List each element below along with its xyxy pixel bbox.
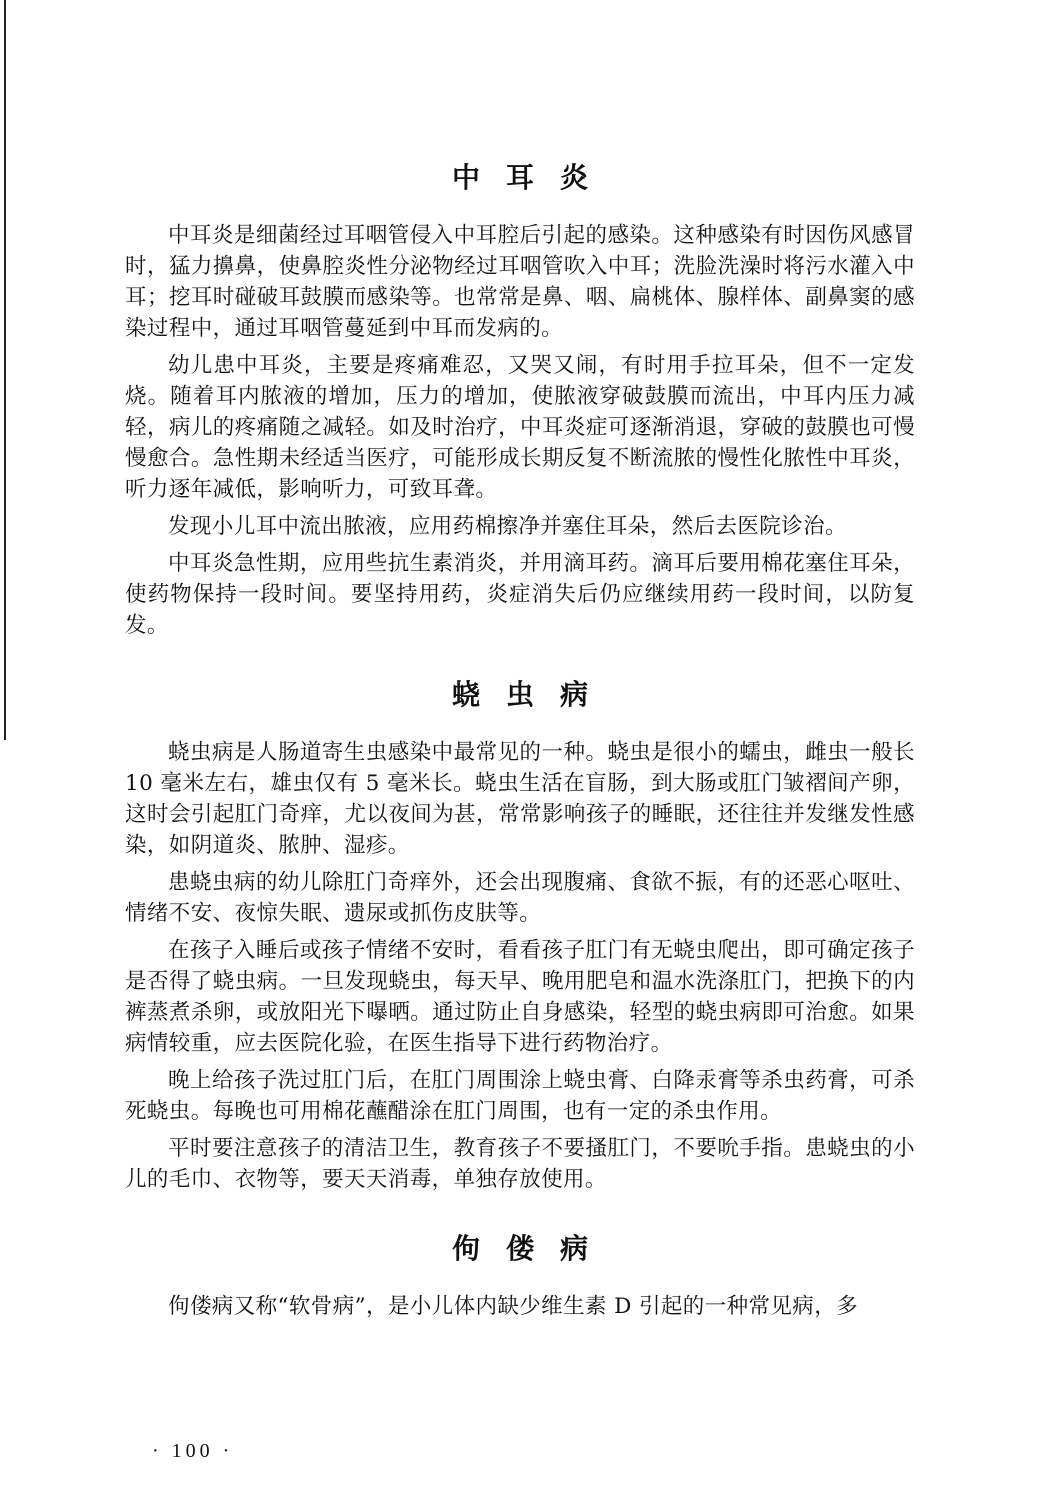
section-title: 佝偻病 [451, 1232, 614, 1265]
page-content [125, 150, 915, 1328]
paragraph: 佝偻病又称“软骨病”，是小儿体内缺少维生素 D 引起的一种常见病，多 [168, 1294, 858, 1319]
page-number: · 100 · [152, 1440, 234, 1462]
section-title: 中耳炎 [451, 161, 614, 194]
paragraph: 蛲虫病是人肠道寄生虫感染中最常见的一种。蛲虫是很小的蠕虫，雌虫一般长 10 毫米左右，雄虫仅有 5 毫米长。蛲虫生活在盲肠，到大肠或肛门皱褶间产卵，这时会引起肛门奇痒，尤以夜间为甚，常常影响孩子的睡眠，还往往并发继发性感染，如阴道炎、脓肿、湿疹。 [125, 740, 915, 858]
scan-margin-line [4, 0, 6, 740]
paragraph: 平时要注意孩子的清洁卫生，教育孩子不要搔肛门，不要吮手指。患蛲虫的小儿的毛巾、衣物等，要天天消毒，单独存放使用。 [125, 1136, 915, 1192]
paragraph: 患蛲虫病的幼儿除肛门奇痒外，还会出现腹痛、食欲不振，有的还恶心呕吐、情绪不安、夜惊失眠、遗尿或抓伤皮肤等。 [125, 870, 915, 926]
paragraph: 中耳炎是细菌经过耳咽管侵入中耳腔后引起的感染。这种感染有时因伤风感冒时，猛力擤鼻，使鼻腔炎性分泌物经过耳咽管吹入中耳；洗脸洗澡时将污水灌入中耳；挖耳时碰破耳鼓膜而感染等。也常常是鼻、咽、扁桃体、腺样体、副鼻窦的感染过程中，通过耳咽管蔓延到中耳而发病的。 [125, 223, 915, 341]
section-rickets [125, 1221, 915, 1322]
section-body [125, 737, 915, 1195]
section-body [125, 1291, 915, 1322]
section-pinworm [125, 667, 915, 1195]
paragraph: 晚上给孩子洗过肛门后，在肛门周围涂上蛲虫膏、白降汞膏等杀虫药膏，可杀死蛲虫。每晚也可用棉花蘸醋涂在肛门周围，也有一定的杀虫作用。 [125, 1068, 915, 1124]
section-title: 蛲虫病 [451, 678, 614, 711]
paragraph: 在孩子入睡后或孩子情绪不安时，看看孩子肛门有无蛲虫爬出，即可确定孩子是否得了蛲虫病。一旦发现蛲虫，每天早、晚用肥皂和温水洗涤肛门，把换下的内裤蒸煮杀卵，或放阳光下曝晒。通过防止自身感染，轻型的蛲虫病即可治愈。如果病情较重，应去医院化验，在医生指导下进行药物治疗。 [125, 938, 915, 1056]
paragraph: 发现小儿耳中流出脓液，应用药棉擦净并塞住耳朵，然后去医院诊治。 [168, 514, 847, 539]
section-otitis-media [125, 150, 915, 641]
paragraph: 幼儿患中耳炎，主要是疼痛难忍，又哭又闹，有时用手拉耳朵，但不一定发烧。随着耳内脓液的增加，压力的增加，使脓液穿破鼓膜而流出，中耳内压力减轻，病儿的疼痛随之减轻。如及时治疗，中耳炎症可逐渐消退，穿破的鼓膜也可慢慢愈合。急性期未经适当医疗，可能形成长期反复不断流脓的慢性化脓性中耳炎，听力逐年减低，影响听力，可致耳聋。 [125, 353, 915, 502]
paragraph: 中耳炎急性期，应用些抗生素消炎，并用滴耳药。滴耳后要用棉花塞住耳朵，使药物保持一段时间。要坚持用药，炎症消失后仍应继续用药一段时间，以防复发。 [125, 551, 915, 638]
section-body [125, 220, 915, 641]
